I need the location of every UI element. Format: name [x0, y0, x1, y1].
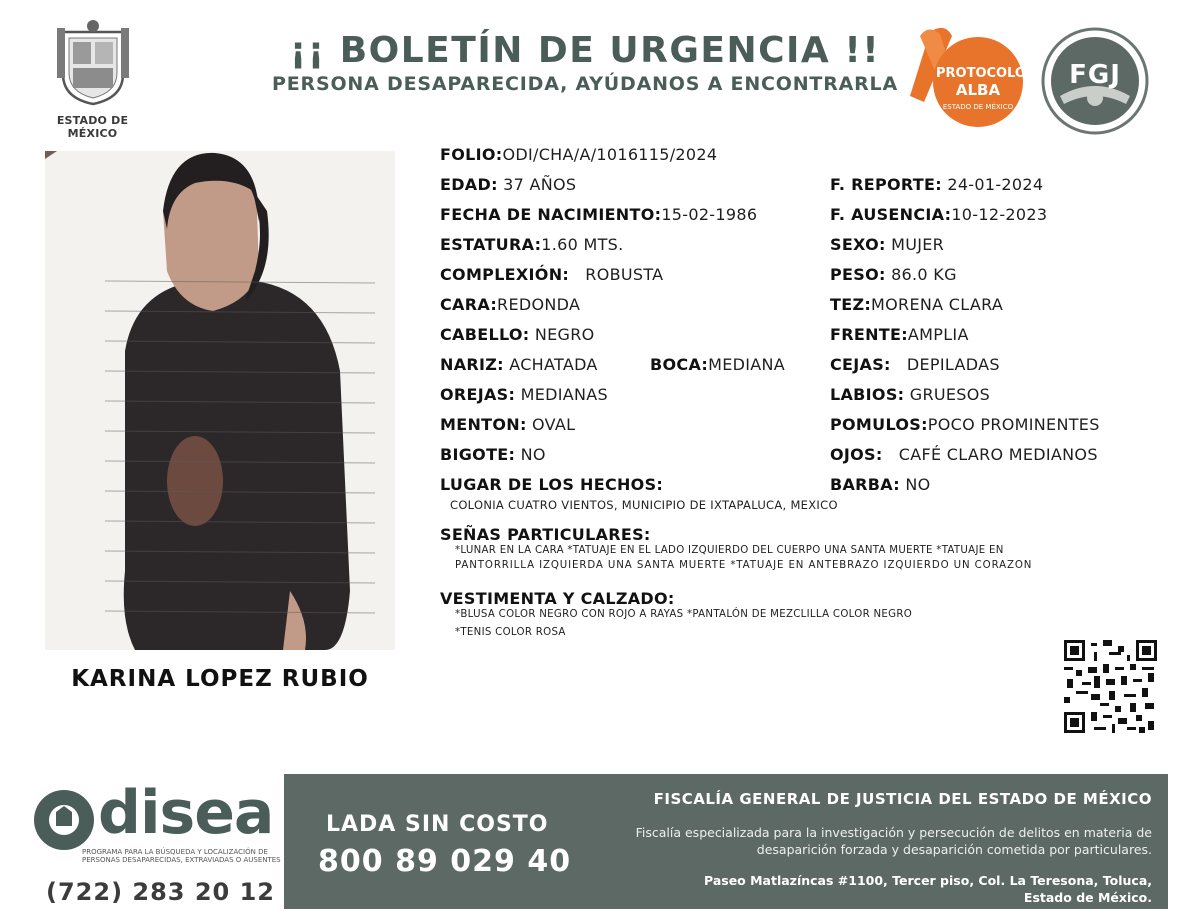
fiscalia-title: FISCALÍA GENERAL DE JUSTICIA DEL ESTADO DE MÉXICO: [653, 790, 1152, 808]
field-nariz: [440, 355, 598, 374]
folio-value: ODI/CHA/A/1016115/2024: [502, 145, 718, 164]
ojos-label: OJOS:: [830, 445, 883, 464]
pomulos-value: POCO PROMINENTES: [927, 415, 1100, 434]
fgj-label: FGJ: [1069, 60, 1121, 90]
cabello-value: NEGRO: [534, 325, 595, 344]
folio-label: FOLIO:: [440, 145, 503, 164]
lada-label: LADA SIN COSTO: [326, 812, 549, 837]
field-fecha-ausencia: [830, 205, 1047, 224]
field-fecha-nacimiento: [440, 205, 757, 224]
fiscalia-address: Paseo Matlazíncas #1100, Tercer piso, Col. La Teresona, Toluca, Estado de México.: [704, 873, 1152, 905]
bigote-label: BIGOTE:: [440, 445, 516, 464]
senas-label: SEÑAS PARTICULARES:: [440, 525, 651, 544]
senas-line-2: PANTORRILLA IZQUIERDA UNA SANTA MUERTE *TATUAJE EN ANTEBRAZO IZQUIERDO UN CORAZON: [455, 560, 1033, 571]
complexion-value: ROBUSTA: [585, 265, 664, 284]
field-fecha-reporte: [830, 175, 1043, 194]
footer-bar: [284, 774, 1168, 909]
field-barba: [830, 475, 931, 494]
cabello-label: CABELLO:: [440, 325, 530, 344]
protocolo-alba-logo: [900, 22, 1030, 132]
edad-label: EDAD:: [440, 175, 498, 194]
orejas-label: OREJAS:: [440, 385, 516, 404]
bigote-value: NO: [520, 445, 546, 464]
vestimenta-line-1: *BLUSA COLOR NEGRO CON ROJO A RAYAS *PANTALÓN DE MEZCLILLA COLOR NEGRO: [455, 609, 913, 620]
field-edad: [440, 175, 576, 194]
cejas-value: DEPILADAS: [906, 355, 1000, 374]
field-menton: [440, 415, 575, 434]
alba-line-3: ESTADO DE MÉXICO: [942, 103, 1014, 111]
estado-de-mexico-logo: [30, 18, 155, 140]
fiscalia-description: Fiscalía especializada para la investigación y persecución de delitos en materia de desaparición forzada y desaparición cometida por particulares.: [635, 825, 1152, 857]
field-labios: [830, 385, 990, 404]
estatura-label: ESTATURA:: [440, 235, 542, 254]
frente-label: FRENTE:: [830, 325, 908, 344]
field-complexion: [440, 265, 663, 284]
complexion-label: COMPLEXIÓN:: [440, 265, 570, 284]
field-tez: [830, 295, 1003, 314]
reporte-label: F. REPORTE:: [830, 175, 942, 194]
labios-label: LABIOS:: [830, 385, 905, 404]
lugar-label: LUGAR DE LOS HECHOS:: [440, 475, 664, 494]
sexo-label: SEXO:: [830, 235, 886, 254]
barba-label: BARBA:: [830, 475, 900, 494]
cara-value: REDONDA: [497, 295, 581, 314]
alba-line-2: ALBA: [955, 81, 1001, 99]
qr-code[interactable]: [1064, 640, 1157, 733]
odisea-description: PROGRAMA PARA LA BÚSQUEDA Y LOCALIZACIÓN DE PERSONAS DESAPARECIDAS, EXTRAVIADAS O AUSENTES: [82, 848, 281, 864]
field-bigote: [440, 445, 546, 464]
field-sexo: [830, 235, 944, 254]
field-ojos: [830, 445, 1098, 464]
labios-value: GRUESOS: [909, 385, 991, 404]
odisea-word: disea: [98, 778, 274, 848]
bulletin-title: ¡¡ BOLETÍN DE URGENCIA !!: [289, 30, 881, 71]
missing-person-photo: [45, 151, 395, 650]
pomulos-label: POMULOS:: [830, 415, 928, 434]
cara-label: CARA:: [440, 295, 498, 314]
vestimenta-line-2: *TENIS COLOR ROSA: [455, 627, 566, 638]
field-boca: [650, 355, 785, 374]
state-label: ESTADO DE MÉXICO: [56, 114, 129, 140]
ojos-value: CAFÉ CLARO MEDIANOS: [898, 445, 1098, 464]
bulletin-headline: [230, 30, 940, 95]
lada-number[interactable]: 800 89 029 40: [318, 844, 572, 879]
field-folio: [440, 145, 717, 164]
ausencia-value: 10-12-2023: [951, 205, 1048, 224]
person-portrait-icon: [45, 151, 395, 650]
tez-label: TEZ:: [830, 295, 872, 314]
bulletin-subtitle: PERSONA DESAPARECIDA, AYÚDANOS A ENCONTRARLA: [272, 73, 898, 95]
field-cabello: [440, 325, 595, 344]
ausencia-label: F. AUSENCIA:: [830, 205, 952, 224]
frente-value: AMPLIA: [907, 325, 969, 344]
coat-of-arms-icon: [53, 18, 133, 108]
lugar-value: COLONIA CUATRO VIENTOS, MUNICIPIO DE IXTAPALUCA, MEXICO: [450, 498, 838, 512]
qr-code-icon: [1064, 640, 1157, 733]
vestimenta-label: VESTIMENTA Y CALZADO:: [440, 589, 675, 608]
menton-value: OVAL: [532, 415, 576, 434]
nariz-value: ACHATADA: [509, 355, 598, 374]
barba-value: NO: [905, 475, 931, 494]
menton-label: MENTON:: [440, 415, 527, 434]
edad-value: 37 AÑOS: [503, 175, 577, 194]
fgj-logo: [1040, 26, 1150, 136]
boca-value: MEDIANA: [708, 355, 786, 374]
peso-value: 86.0 KG: [891, 265, 957, 284]
field-frente: [830, 325, 969, 344]
alba-line-1: PROTOCOLO: [936, 66, 1026, 81]
peso-label: PESO:: [830, 265, 886, 284]
reporte-value: 24-01-2024: [947, 175, 1044, 194]
nacimiento-label: FECHA DE NACIMIENTO:: [440, 205, 662, 224]
estatura-value: 1.60 MTS.: [541, 235, 624, 254]
field-peso: [830, 265, 957, 284]
orejas-value: MEDIANAS: [520, 385, 608, 404]
field-orejas: [440, 385, 608, 404]
nacimiento-value: 15-02-1986: [661, 205, 758, 224]
odisea-phone[interactable]: (722) 283 20 12: [46, 878, 275, 906]
cejas-label: CEJAS:: [830, 355, 891, 374]
tez-value: MORENA CLARA: [871, 295, 1004, 314]
boca-label: BOCA:: [650, 355, 709, 374]
field-estatura: [440, 235, 624, 254]
sexo-value: MUJER: [891, 235, 945, 254]
nariz-label: NARIZ:: [440, 355, 504, 374]
field-cara: [440, 295, 580, 314]
senas-line-1: *LUNAR EN LA CARA *TATUAJE EN EL LADO IZQUIERDO DEL CUERPO UNA SANTA MUERTE *TATUAJE EN: [455, 545, 1004, 556]
person-name: KARINA LOPEZ RUBIO: [71, 666, 369, 692]
field-cejas: [830, 355, 1000, 374]
field-pomulos: [830, 415, 1100, 434]
field-lugar-hechos: [440, 475, 663, 494]
